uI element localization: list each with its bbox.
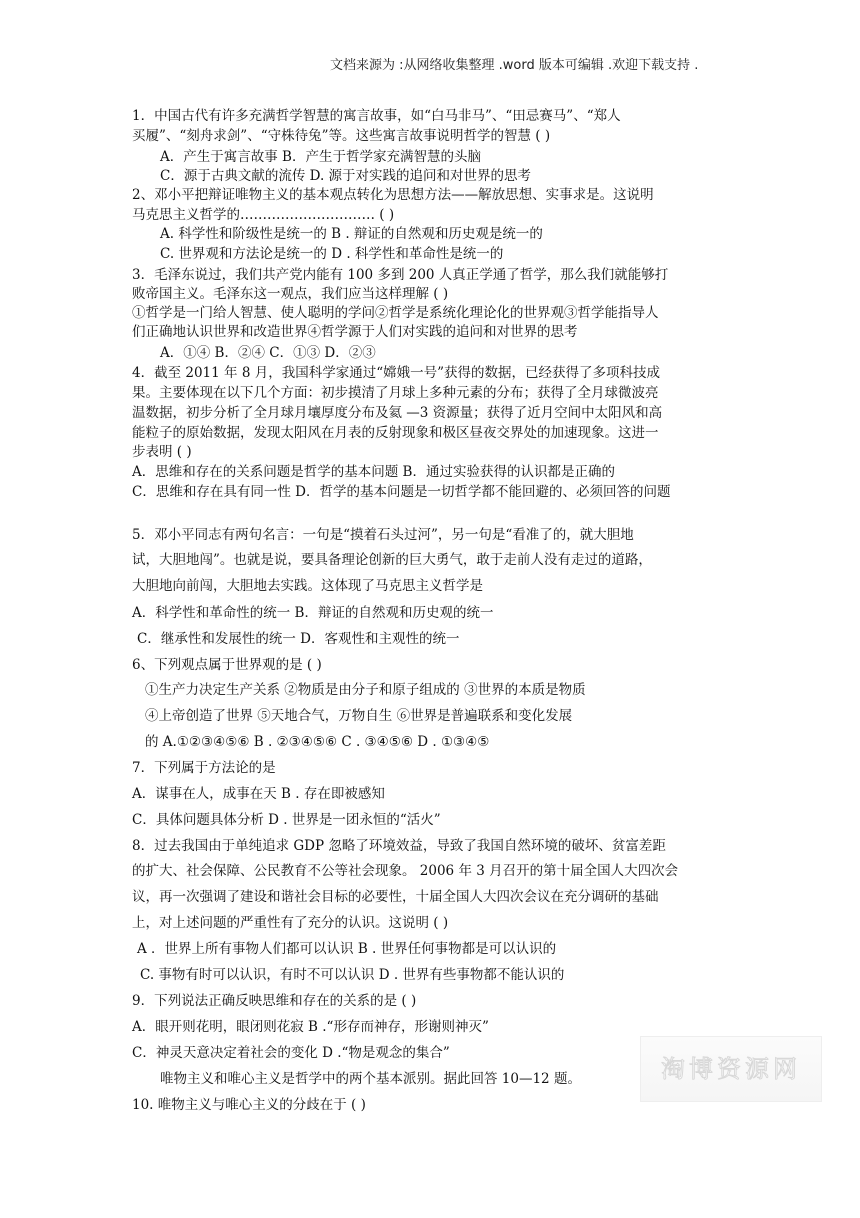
text-line: A．①④ B．②④ C．①③ D．②③ [160, 345, 376, 361]
text-line: 能粒子的原始数据，发现太阳风在月表的反射现象和极区昼夜交界处的加速现象。这进一 [132, 425, 659, 441]
text-line: 温数据，初步分析了全月球月壤厚度分布及氦 —3 资源量；获得了近月空间中太阳风和高 [132, 405, 663, 421]
text-line: 1．中国古代有许多充满哲学智慧的寓言故事，如“白马非马”、“田忌赛马”、“郑人 [132, 108, 621, 124]
text-line: A ．世界上所有事物人们都可以认识 B . 世界任何事物都是可以认识的 [137, 941, 557, 957]
text-line: C．神灵天意决定着社会的变化 D .“物是观念的集合” [132, 1045, 450, 1061]
text-line: ①生产力决定生产关系 ②物质是由分子和原子组成的 ③世界的本质是物质 [145, 682, 586, 698]
text-line: 唯物主义和唯心主义是哲学中的两个基本派别。据此回答 10—12 题。 [160, 1071, 581, 1087]
text-line: 试，大胆地闯”。也就是说，要具备理论创新的巨大勇气，敢于走前人没有走过的道路， [132, 552, 652, 568]
text-line: C．源于古典文献的流传 D. 源于对实践的追问和对世界的思考 [160, 168, 532, 184]
watermark-logo [640, 1036, 822, 1102]
text-line: 7．下列属于方法论的是 [132, 760, 276, 776]
text-line: A．谋事在人，成事在天 B . 存在即被感知 [132, 786, 385, 802]
text-line: 10. 唯物主义与唯心主义的分歧在于 ( ) [132, 1097, 366, 1113]
text-line: C．具体问题具体分析 D . 世界是一团永恒的“活火” [132, 812, 441, 828]
text-line: 9．下列说法正确反映思维和存在的关系的是 ( ) [132, 993, 417, 1009]
text-line: 们正确地认识世界和改造世界④哲学源于人们对实践的追问和对世界的思考 [132, 324, 578, 340]
text-line: C．思维和存在具有同一性 D．哲学的基本问题是一切哲学都不能回避的、必须回答的问题 [132, 484, 671, 500]
text-line: 8．过去我国由于单纯追求 GDP 忽略了环境效益，导致了我国自然环境的破坏、贫富差距 [132, 838, 666, 854]
text-line: 买履”、“刻舟求剑”、“守株待兔”等。这些寓言故事说明哲学的智慧 ( ) [132, 128, 551, 144]
text-line: 2、邓小平把辩证唯物主义的基本观点转化为思想方法——解放思想、实事求是。这说明 [132, 187, 654, 203]
text-line: 5．邓小平同志有两句名言：一句是“摸着石头过河”，另一句是“看准了的，就大胆地 [132, 527, 634, 543]
text-line: A．科学性和革命性的统一 B．辩证的自然观和历史观的统一 [132, 605, 494, 621]
text-line: 步表明 ( ) [132, 444, 192, 460]
text-line: A．产生于寓言故事 B．产生于哲学家充满智慧的头脑 [160, 149, 481, 165]
text-line: 上，对上述问题的严重性有了充分的认识。这说明 ( ) [132, 915, 449, 931]
text-line: 6、下列观点属于世界观的是 ( ) [132, 657, 322, 673]
text-line: 议，再一次强调了建设和谐社会目标的必要性，十届全国人大四次会议在充分调研的基础 [132, 889, 659, 905]
text-line: 的 A.①②③④⑤⑥ B . ②③④⑤⑥ C . ③④⑤⑥ D . ①③④⑤ [145, 734, 490, 750]
text-line: ④上帝创造了世界 ⑤天地合气，万物自生 ⑥世界是普遍联系和变化发展 [145, 708, 573, 724]
text-line: 的扩大、社会保障、公民教育不公等社会现象。 2006 年 3 月召开的第十届全国人大四次会 [132, 863, 679, 879]
text-line: 马克思主义哲学的………………………… ( ) [132, 207, 395, 223]
text-line: ①哲学是一门给人智慧、使人聪明的学问②哲学是系统化理论化的世界观③哲学能指导人 [132, 305, 659, 321]
text-line: 4．截至 2011 年 8 月，我国科学家通过“嫦娥一号”获得的数据，已经获得了多项科技成 [132, 365, 661, 381]
text-line: 果。主要体现在以下几个方面：初步摸清了月球上多种元素的分布；获得了全月球微波亮 [132, 385, 659, 401]
text-line: A．眼开则花明，眼闭则花寂 B .“形存而神存，形谢则神灭” [132, 1019, 489, 1035]
text-line: C．继承性和发展性的统一 D．客观性和主观性的统一 [137, 631, 460, 647]
source-header: 文档来源为 :从网络收集整理 .word 版本可编辑 .欢迎下载支持 . [330, 58, 699, 73]
text-line: 3．毛泽东说过，我们共产党内能有 100 多到 200 人真正学通了哲学，那么我们就能够打 [132, 267, 669, 283]
text-line: 大胆地向前闯，大胆地去实践。这体现了马克思主义哲学是 [132, 578, 483, 594]
svg-text:淘博资源网: 淘博资源网 [661, 1057, 801, 1083]
text-line: 败帝国主义。毛泽东这一观点，我们应当这样理解 ( ) [132, 286, 449, 302]
text-line: C. 世界观和方法论是统一的 D . 科学性和革命性是统一的 [160, 246, 504, 262]
text-line: A. 科学性和阶级性是统一的 B . 辩证的自然观和历史观是统一的 [160, 226, 543, 242]
watermark-graphic [646, 1044, 816, 1094]
text-line: A．思维和存在的关系问题是哲学的基本问题 B．通过实验获得的认识都是正确的 [132, 464, 615, 480]
text-line: C. 事物有时可以认识，有时不可以认识 D . 世界有些事物都不能认识的 [140, 967, 565, 983]
